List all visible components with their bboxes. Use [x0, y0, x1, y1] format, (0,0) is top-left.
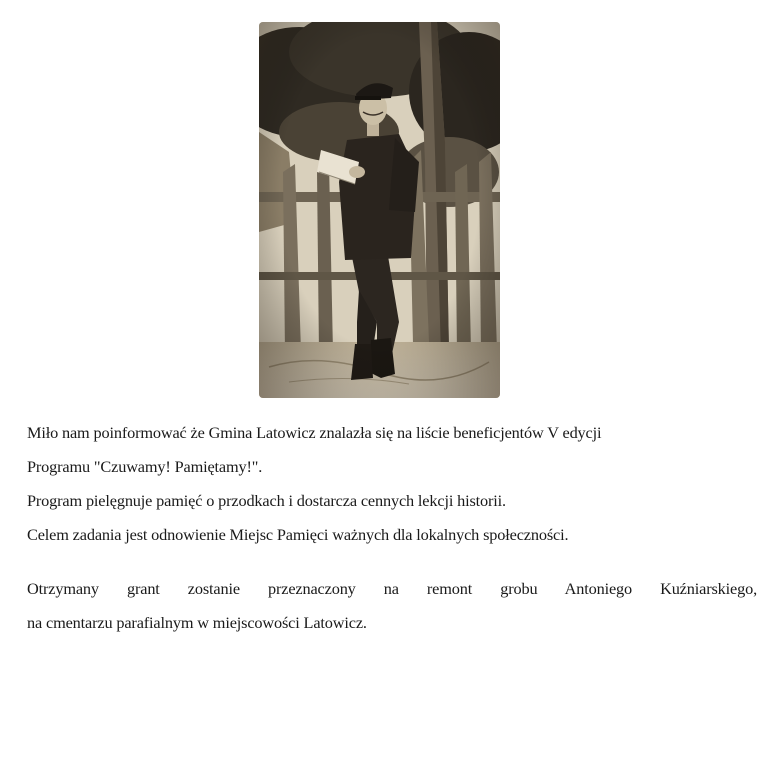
- grant-paragraph: [27, 572, 757, 640]
- paragraph-line: Programu "Czuwamy! Pamiętamy!".: [27, 457, 263, 476]
- portrait-photo-icon: [259, 22, 500, 398]
- historical-portrait-photo: [259, 22, 500, 398]
- paragraph-line: Miło nam poinformować że Gmina Latowicz znalazła się na liście beneficjentów V edycji: [27, 423, 602, 442]
- paragraph-line: Otrzymany grant zostanie przeznaczony na remont grobu Antoniego Kuźniarskiego,: [27, 579, 757, 598]
- paragraph-line: Celem zadania jest odnowienie Miejsc Pamięci ważnych dla lokalnych społeczności.: [27, 525, 569, 544]
- announcement-paragraph: [27, 416, 757, 552]
- paragraph-line: na cmentarzu parafialnym w miejscowości Latowicz.: [27, 613, 367, 632]
- paragraph-line: Program pielęgnuje pamięć o przodkach i dostarcza cennych lekcji historii.: [27, 491, 506, 510]
